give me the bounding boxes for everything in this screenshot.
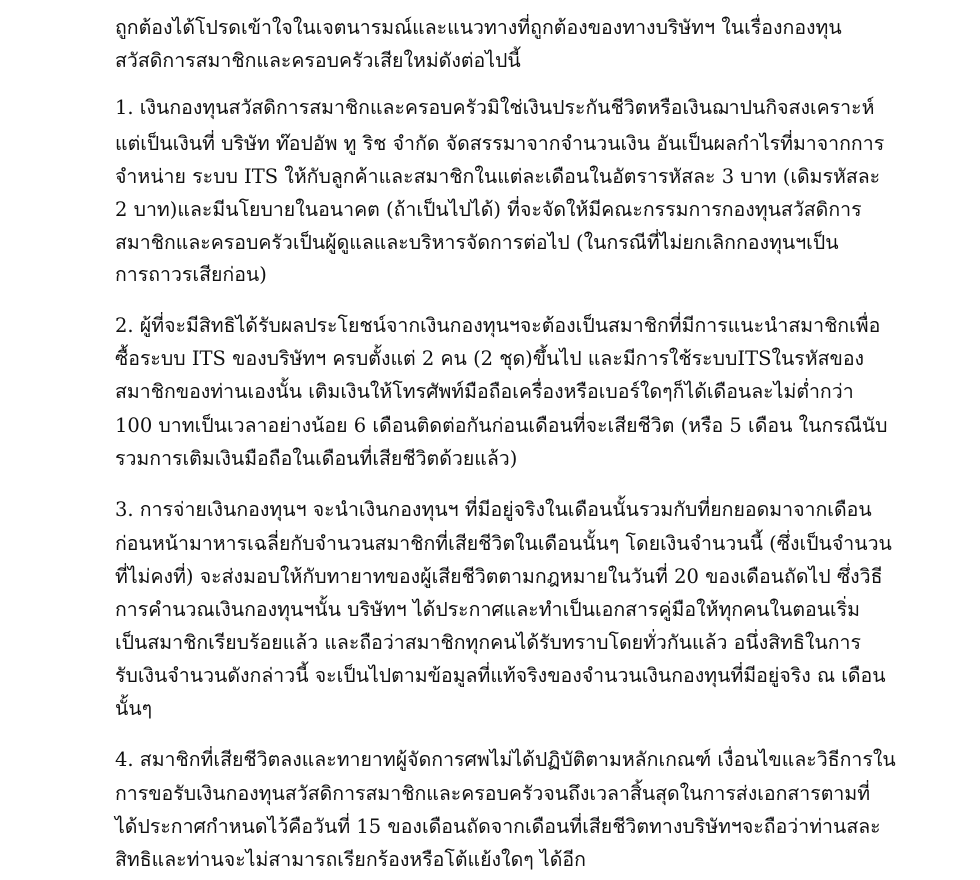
text-line: 2. ผู้ที่จะมีสิทธิได้รับผลประโยชน์จากเงินกองทุนฯจะต้องเป็นสมาชิกที่มีการแนะนำสมาชิกเพื่อ <box>115 314 881 337</box>
text-line: การถาวรเสียก่อน) <box>115 263 267 286</box>
text-line: ซื้อระบบ ITS ของบริษัทฯ ครบตั้งแต่ 2 คน (2 ชุด)ขึ้นไป และมีการใช้ระบบITSในรหัสของ <box>115 347 865 370</box>
text-line: 1. เงินกองทุนสวัสดิการสมาชิกและครอบครัวมิใช่เงินประกันชีวิตหรือเงินฌาปนกิจสงเคราะห์ <box>115 96 875 119</box>
text-line: สมาชิกของท่านเองนั้น เติมเงินให้โทรศัพท์มือถือเครื่องหรือเบอร์ใดๆก็ได้เดือนละไม่ต่ำกว่า <box>115 380 854 403</box>
text-line: ที่ไม่คงที่) จะส่งมอบให้กับทายาทของผู้เสียชีวิตตามกฎหมายในวันที่ 20 ของเดือนถัดไป ซึ่งวิธี <box>115 565 883 588</box>
text-line: 2 บาท)และมีนโยบายในอนาคต (ถ้าเป็นไปได้) ที่จะจัดให้มีคณะกรรมการกองทุนสวัสดิการ <box>115 198 862 221</box>
text-line: 3. การจ่ายเงินกองทุนฯ จะนำเงินกองทุนฯ ที่มีอยู่จริงในเดือนนั้นรวมกับที่ยกยอดมาจากเดือน <box>115 498 872 521</box>
text-line: ถูกต้องได้โปรดเข้าใจในเจตนารมณ์และแนวทางที่ถูกต้องของทางบริษัทฯ ในเรื่องกองทุน <box>115 16 842 39</box>
text-line: การขอรับเงินกองทุนสวัสดิการสมาชิกและครอบครัวจนถึงเวลาสิ้นสุดในการส่งเอกสารตามที่ <box>115 782 871 805</box>
text-line: สมาชิกและครอบครัวเป็นผู้ดูแลและบริหารจัดการต่อไป (ในกรณีที่ไม่ยกเลิกกองทุนฯเป็น <box>115 231 839 254</box>
text-line: 4. สมาชิกที่เสียชีวิตลงและทายาทผู้จัดการศพไม่ได้ปฏิบัติตามหลักเกณฑ์ เงื่อนไขและวิธีการใน <box>115 748 896 771</box>
text-line: จำหน่าย ระบบ ITS ให้กับลูกค้าและสมาชิกในแต่ละเดือนในอัตรารหัสละ 3 บาท (เดิมรหัสละ <box>115 165 881 188</box>
text-line: ก่อนหน้ามาหารเฉลี่ยกับจำนวนสมาชิกที่เสียชีวิตในเดือนนั้นๆ โดยเงินจำนวนนี้ (ซึ่งเป็นจำนวน <box>115 532 892 555</box>
text-line: รวมการเติมเงินมือถือในเดือนที่เสียชีวิตด้วยแล้ว) <box>115 447 518 470</box>
text-line: รับเงินจำนวนดังกล่าวนี้ จะเป็นไปตามข้อมูลที่แท้จริงของจำนวนเงินกองทุนที่มีอยู่จริง ณ เดือน <box>115 664 886 687</box>
text-line: นั้นๆ <box>115 697 153 720</box>
text-line: 100 บาทเป็นเวลาอย่างน้อย 6 เดือนติดต่อกันก่อนเดือนที่จะเสียชีวิต (หรือ 5 เดือน ในกรณีนับ <box>115 414 888 437</box>
text-line: แต่เป็นเงินที่ บริษัท ท๊อปอัพ ทู ริช จำกัด จัดสรรมาจากจำนวนเงิน อันเป็นผลกำไรที่มาจากการ <box>115 132 885 155</box>
text-line: การคำนวณเงินกองทุนฯนั้น บริษัทฯ ได้ประกาศและทำเป็นเอกสารคู่มือให้ทุกคนในตอนเริ่ม <box>115 598 861 621</box>
text-line: เป็นสมาชิกเรียบร้อยแล้ว และถือว่าสมาชิกทุกคนได้รับทราบโดยทั่วกันแล้ว อนึ่งสิทธิในการ <box>115 631 861 654</box>
text-line: สวัสดิการสมาชิกและครอบครัวเสียใหม่ดังต่อไปนี้ <box>115 49 521 72</box>
text-line: สิทธิและท่านจะไม่สามารถเรียกร้องหรือโต้แย้งใดๆ ได้อีก <box>115 848 586 871</box>
text-line: ได้ประกาศกำหนดไว้คือวันที่ 15 ของเดือนถัดจากเดือนที่เสียชีวิตทางบริษัทฯจะถือว่าท่านสละ <box>115 815 881 838</box>
